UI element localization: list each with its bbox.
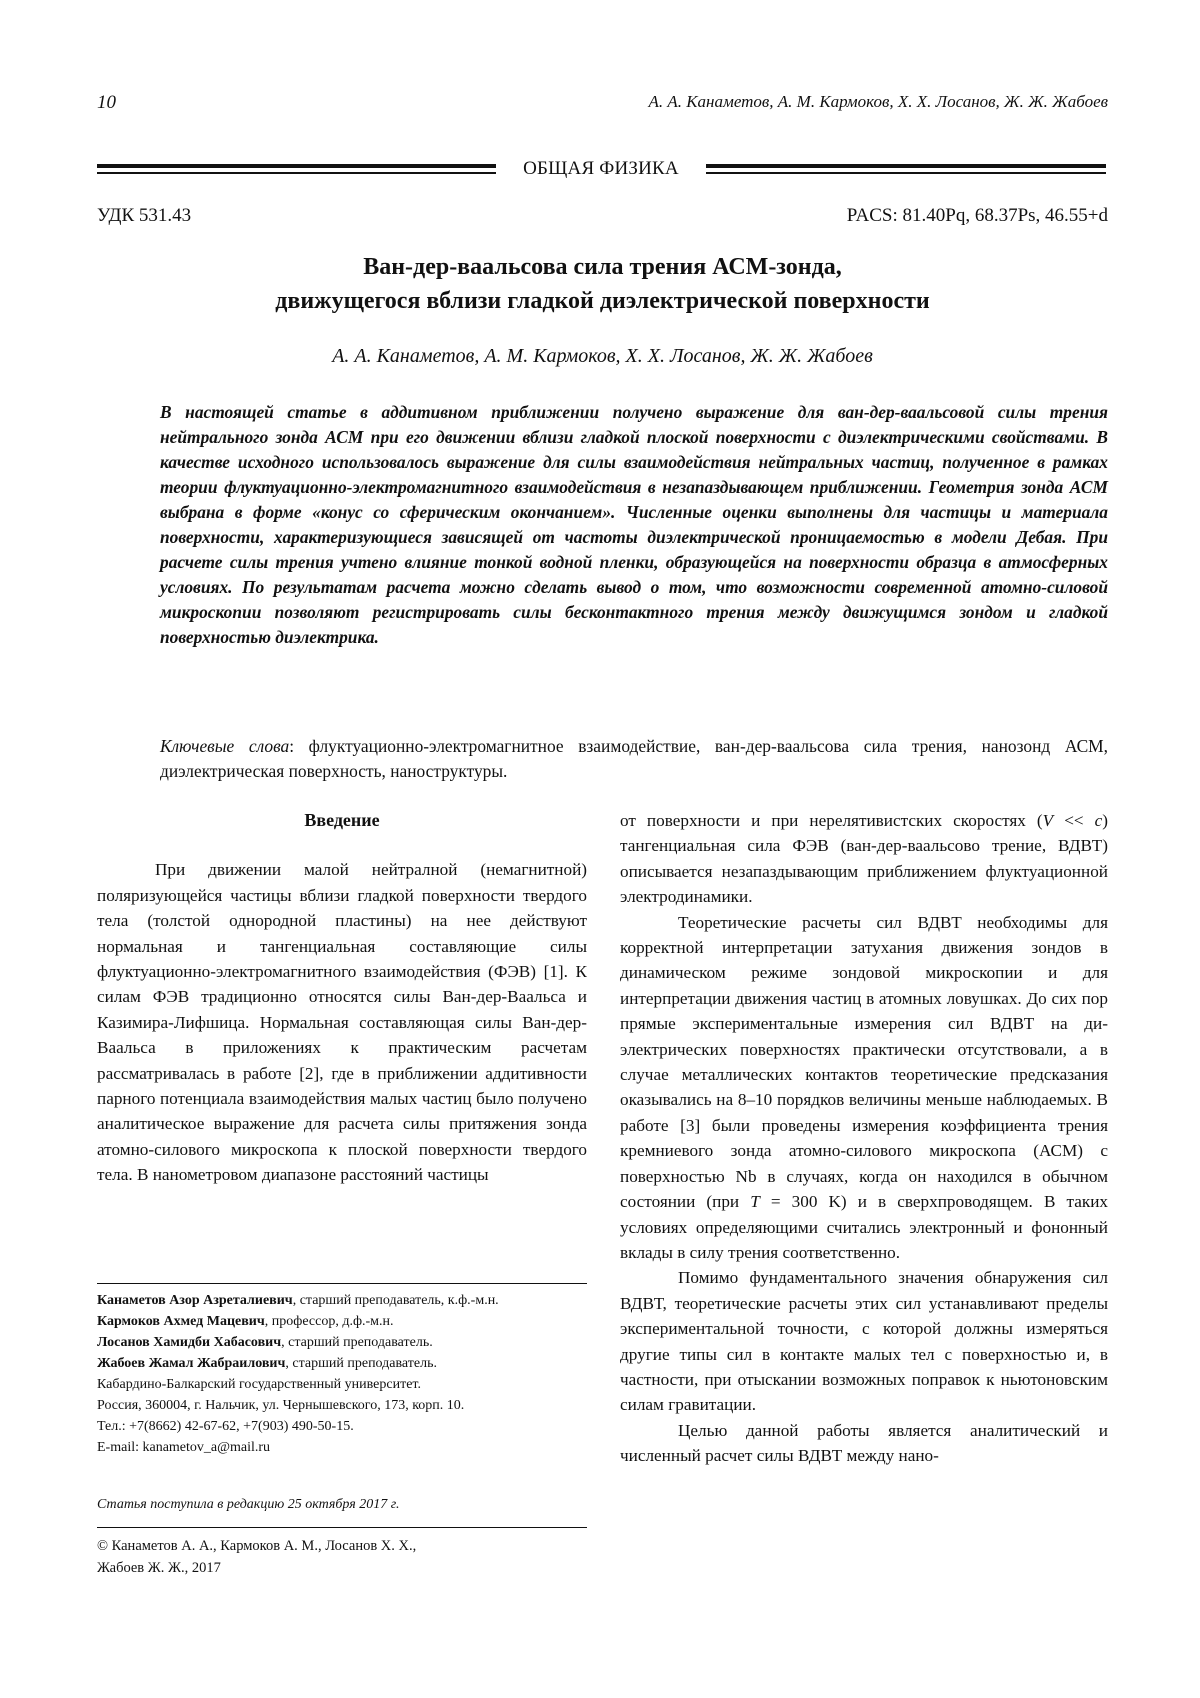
footnote-author-1: Канаметов Азор Азреталиевич, старший преподаватель, к.ф.-м.н.: [97, 1293, 499, 1308]
footnote-organization: Кабардино-Балкарский государственный университет.: [97, 1377, 421, 1392]
intro-heading: Введение: [304, 810, 380, 830]
article-title: [97, 250, 1108, 318]
left-column: [97, 808, 587, 1188]
footnote-separator: [97, 1283, 587, 1284]
footnote-address: Россия, 360004, г. Нальчик, ул. Чернышевского, 173, корп. 10.: [97, 1398, 465, 1413]
received-date: Статья поступила в редакцию 25 октября 2017 г.: [97, 1497, 400, 1512]
footnote-author-3: Лосанов Хамидби Хабасович, старший преподаватель.: [97, 1335, 433, 1350]
intro-paragraph-3: Помимо фундаментального значения обнаружения сил ВДВТ, теоретические расчеты этих сил устанавливают пределы экспериментальной точности, с которой должны измеряться другие типы сил в контакте малых тел с поверхностью и, в частности, при отыскании возможных поправок к ньютоновским силам гравитации.: [620, 1268, 1108, 1415]
copyright-line-2: Жабоев Ж. Ж., 2017: [97, 1560, 221, 1576]
keywords-label: Ключевые слова: [160, 736, 290, 756]
intro-paragraph-2: Теоретические расчеты сил ВДВТ необходимы для корректной интерпретации затухания движения зондов в динамическом режиме зондовой микроскопии и для интерпретации движения частиц в атомных ловушках. До сих пор прямые экспериментальные измерения сил ВДВТ на диэлектрических поверхностях практически отсутствовали, а в случае металлических контактов теоретические предсказания оказывались на 8–10 порядков величины меньше наблюдаемых. В работе [3] были проведены измерения коэффициента трения кремниевого зонда атомно-силового микроскопа (АСМ) с поверхностью Nb в случаях, когда он находился в обычном состоянии (при T = 300 K) и в сверхпроводящем. В таких условиях определяющими считались электронный и фононный вклады в силу трения соответственно.: [620, 912, 1108, 1262]
page-number: 10: [97, 92, 116, 113]
section-rule-left: [97, 164, 496, 174]
udc-code: УДК 531.43: [97, 205, 192, 226]
keywords-text: : флуктуационно-электромагнитное взаимодействие, ван-дер-ваальсова сила трения, нанозонд АСМ, диэлектрическая поверхность, наноструктуры.: [160, 736, 1108, 781]
footnote-email: E-mail: kanametov_a@mail.ru: [97, 1440, 271, 1455]
intro-paragraph-1: При движении малой нейтралной (немагнитной) поляризующейся частицы вблизи гладкой поверхности твердого тела (толстой однородной пластины) на нее действуют нормальная и тангенциальная составляющие силы флуктуационно-электромагнитного взаимодействия (ФЭВ) [1]. К силам ФЭВ традиционно относятся силы Ван-дер-Ваальса и Казимира-Лифшица. Нормальная составляющая силы Ван-дер-Ваальса в приложениях к практическим расчетам рассматривалась в работе [2], где в приближении аддитивности парного потенциала взаимодействия малых частиц было получено аналитическое выражение для расчета силы притяжения зонда атомно-силового микроскопа к плоской поверхности твердого тела. В нанометровом диапазоне расстояний частицы: [97, 860, 587, 1185]
intro-paragraph-1-cont: от поверхности и при нерелятивистских скоростях (V << c) тангенциальная сила ФЭВ (ван-дер-ваальсово трение, ВДВТ) описывается незапаздывающим приближением флуктуационной электродинамики.: [620, 811, 1109, 907]
author-footnote: [97, 1290, 587, 1458]
section-rule-right: [706, 164, 1106, 174]
footnote-author-2: Кармоков Ахмед Мацевич, профессор, д.ф.-м.н.: [97, 1314, 394, 1329]
footnote-phone: Тел.: +7(8662) 42-67-62, +7(903) 490-50-15.: [97, 1419, 354, 1434]
right-column: [620, 808, 1108, 1469]
pacs-codes: PACS: 81.40Pq, 68.37Ps, 46.55+d: [846, 205, 1108, 226]
intro-paragraph-4: Целью данной работы является аналитический и численный расчет силы ВДВТ между нано-: [620, 1420, 1108, 1466]
running-head: А. А. Канаметов, А. М. Кармоков, Х. Х. Лосанов, Ж. Ж. Жабоев: [648, 92, 1108, 111]
section-label: ОБЩАЯ ФИЗИКА: [523, 158, 679, 179]
copyright: [97, 1535, 587, 1579]
keywords: [160, 734, 1108, 784]
copyright-line-1: © Канаметов А. А., Кармоков А. М., Лосанов Х. Х.,: [97, 1538, 417, 1554]
footnote-author-4: Жабоев Жамал Жабраилович, старший преподаватель.: [97, 1356, 437, 1371]
title-line-1: Ван-дер-ваальсова сила трения АСМ-зонда,: [363, 254, 842, 280]
authors: А. А. Канаметов, А. М. Кармоков, Х. Х. Лосанов, Ж. Ж. Жабоев: [332, 345, 873, 367]
title-line-2: движущегося вблизи гладкой диэлектрической поверхности: [275, 288, 930, 314]
copyright-separator: [97, 1527, 587, 1528]
abstract: В настоящей статье в аддитивном приближении получено выражение для ван-дер-ваальсовой силы трения нейтрального зонда АСМ при его движении вблизи гладкой плоской поверхности с диэлектрическими свойствами. В качестве исходного использовалось выражение для силы взаимодействия нейтральных частиц, полученное в рамках теории флуктуационно-электромагнитного взаимодействия в незапаздывающем приближении. Геометрия зонда АСМ выбрана в форме «конус со сферическим окончанием». Численные оценки выполнены для частицы и материала поверхности, характеризующиеся зависящей от частоты диэлектрической проницаемостью в модели Дебая. При расчете силы трения учтено влияние тонкой водной пленки, образующейся на поверхности образца в атмосферных условиях. По результатам расчета можно сделать вывод о том, что возможности современной атомно-силовой микроскопии позволяют регистрировать силы бесконтактного трения между движущимся зондом и гладкой поверхностью диэлектрика.: [160, 402, 1108, 647]
